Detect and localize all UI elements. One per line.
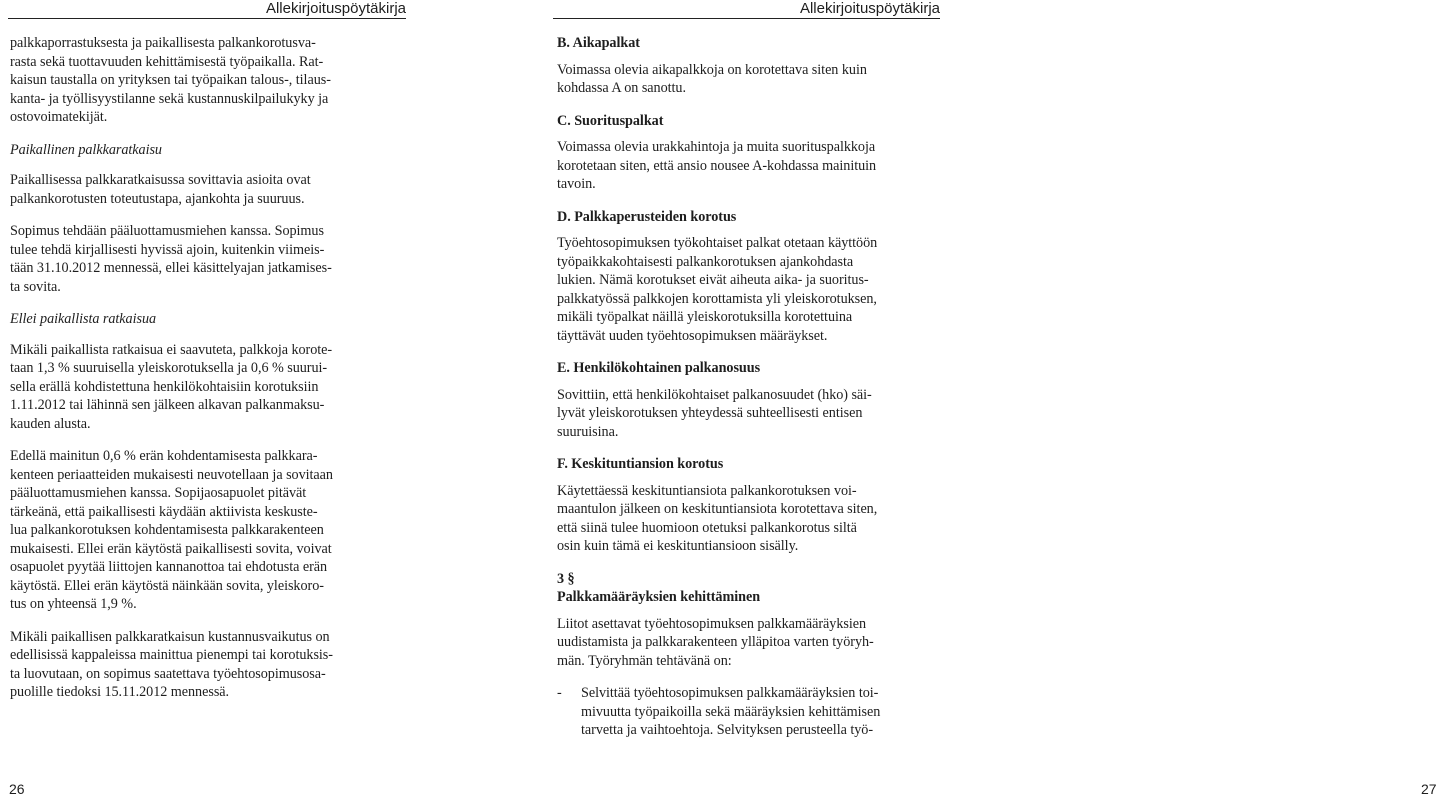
left-page-number: 26	[9, 781, 25, 797]
heading-aikapalkat: B. Aikapalkat	[557, 35, 640, 51]
list-item-text: Selvittää työehtosopimuksen palkkamääräyksien toi- mivuutta työpaikoilla sekä määräyksien kehittämisen tarvetta ja vaihtoehtoja. Selvityksen perusteella työ-	[581, 685, 881, 738]
left-paragraph-6: Mikäli paikallisen palkkaratkaisun kustannusvaikutus on edellisissä kappaleissa mainittua pienempi tai korotuksis- ta luovutaan, on sopimus saatettava työehtosopimusosa- puolille tiedoksi 15.11.2012 mennessä.	[10, 628, 333, 700]
list-item	[557, 684, 942, 740]
paragraph-tyoryhma: Liitot asettavat työehtosopimuksen palkkamääräyksien uudistamista ja palkkarakenteen ylläpitoa varten työryh- män. Työryhmän tehtävänä on:	[557, 615, 874, 669]
heading-henkilokohtainen-palkanosuus: E. Henkilökohtainen palkanosuus	[557, 360, 761, 376]
paragraph-aikapalkat: Voimassa olevia aikapalkkoja on korotettava siten kuin kohdassa A on sanottu.	[557, 61, 867, 96]
paragraph-suorituspalkat: Voimassa olevia urakkahintoja ja muita suorituspalkkoja korotetaan siten, että ansio nousee A-kohdassa mainituin tavoin.	[557, 139, 877, 192]
left-paragraph-3: Sopimus tehdään pääluottamusmiehen kanssa. Sopimus tulee tehdä kirjallisesti hyvissä ajoin, kuitenkin viimeis- tään 31.10.2012 mennessä, ellei käsittelyajan jatkamises- ta sovita.	[10, 223, 332, 295]
heading-palkkamaarayksien-kehittaminen: Palkkamääräyksien kehittäminen	[557, 589, 761, 605]
paragraph-henkilokohtainen-palkanosuus: Sovittiin, että henkilökohtaiset palkanosuudet (hko) säi- lyvät yleiskorotuksen yhteydessä suhteellisesti entisen suuruisina.	[557, 386, 872, 440]
left-paragraph-4: Mikäli paikallista ratkaisua ei saavuteta, palkkoja korote- taan 1,3 % suuruisella yleiskorotuksella ja 0,6 % suurui- sella erällä kohdistettuna henkilökohtaisiin korotuksiin 1.11.2012 tai lähinnä sen jälkeen alkavan palkanmaksu- kauden alusta.	[10, 341, 333, 432]
right-page-header	[553, 0, 940, 19]
paragraph-keskituntiansion-korotus: Käytettäessä keskituntiansiota palkankorotuksen voi- maantulon jälkeen on keskituntiansiota korotettava siten, että siinä tulee huomioon otetuksi palkankorotus siltä osin kuin tämä ei keskituntiansioon sisälly.	[557, 482, 878, 554]
section-number-3: 3 §	[557, 570, 575, 587]
right-text-column	[557, 34, 942, 740]
task-list	[557, 684, 942, 740]
heading-keskituntiansion-korotus: F. Keskituntiansion korotus	[557, 456, 724, 472]
right-page-number: 27	[1421, 781, 1437, 797]
left-paragraph-1: palkkaporrastuksesta ja paikallisesta palkankorotusva- rasta sekä tuottavuuden kehittämisestä työpaikalla. Rat- kaisun taustalla on yrityksen tai työpaikan talous-, tilaus- kanta- ja työllisyystilanne sekä kustannuskilpailukyky ja ostovoimatekijät.	[10, 35, 331, 125]
left-page-header	[8, 0, 406, 19]
heading-ellei-paikallista-ratkaisua: Ellei paikallista ratkaisua	[10, 311, 157, 327]
heading-suorituspalkat: C. Suorituspalkat	[557, 112, 664, 129]
right-page	[480, 0, 1437, 799]
heading-paikallinen-palkkaratkaisu: Paikallinen palkkaratkaisu	[10, 141, 162, 158]
list-dash: -	[557, 685, 562, 701]
left-header-title: Allekirjoituspöytäkirja	[265, 0, 406, 17]
left-paragraph-5: Edellä mainitun 0,6 % erän kohdentamisesta palkkara- kenteen periaatteiden mukaisesti neuvotellaan ja sovitaan pääluottamusmiehen kanssa. Sopijaosapuolet pitävät tärkeänä, että paikallisesti käydään aktiivista keskuste- lua palkankorotuksen kohdentamisesta palkkarakenteen mukaisesti. Ellei erän käytöstä paikallisesti sovita, voivat osapuolet pyytää liittojen kannanottoa tai ehdotusta erän käytöstä. Ellei erän käytöstä näinkään sovita, yleiskoro- tus on yhteensä 1,9 %.	[10, 448, 333, 612]
left-text-column	[10, 34, 408, 716]
left-page	[0, 0, 480, 799]
right-header-title: Allekirjoituspöytäkirja	[799, 0, 940, 17]
paragraph-palkkaperusteiden-korotus: Työehtosopimuksen työkohtaiset palkat otetaan käyttöön työpaikkakohtaisesti palkankorotuksen ajankohdasta lukien. Nämä korotukset eivät aiheuta aika- ja suoritus- palkkatyössä palkkojen korottamista yli yleiskorotuksen, mikäli työpalkat näillä yleiskorotuksilla korotettuina täyttävät uuden työehtosopimuksen määräykset.	[557, 235, 878, 344]
heading-palkkaperusteiden-korotus: D. Palkkaperusteiden korotus	[557, 208, 737, 225]
left-paragraph-2: Paikallisessa palkkaratkaisussa sovittavia asioita ovat palkankorotusten toteutustapa, ajankohta ja suuruus.	[10, 172, 311, 207]
